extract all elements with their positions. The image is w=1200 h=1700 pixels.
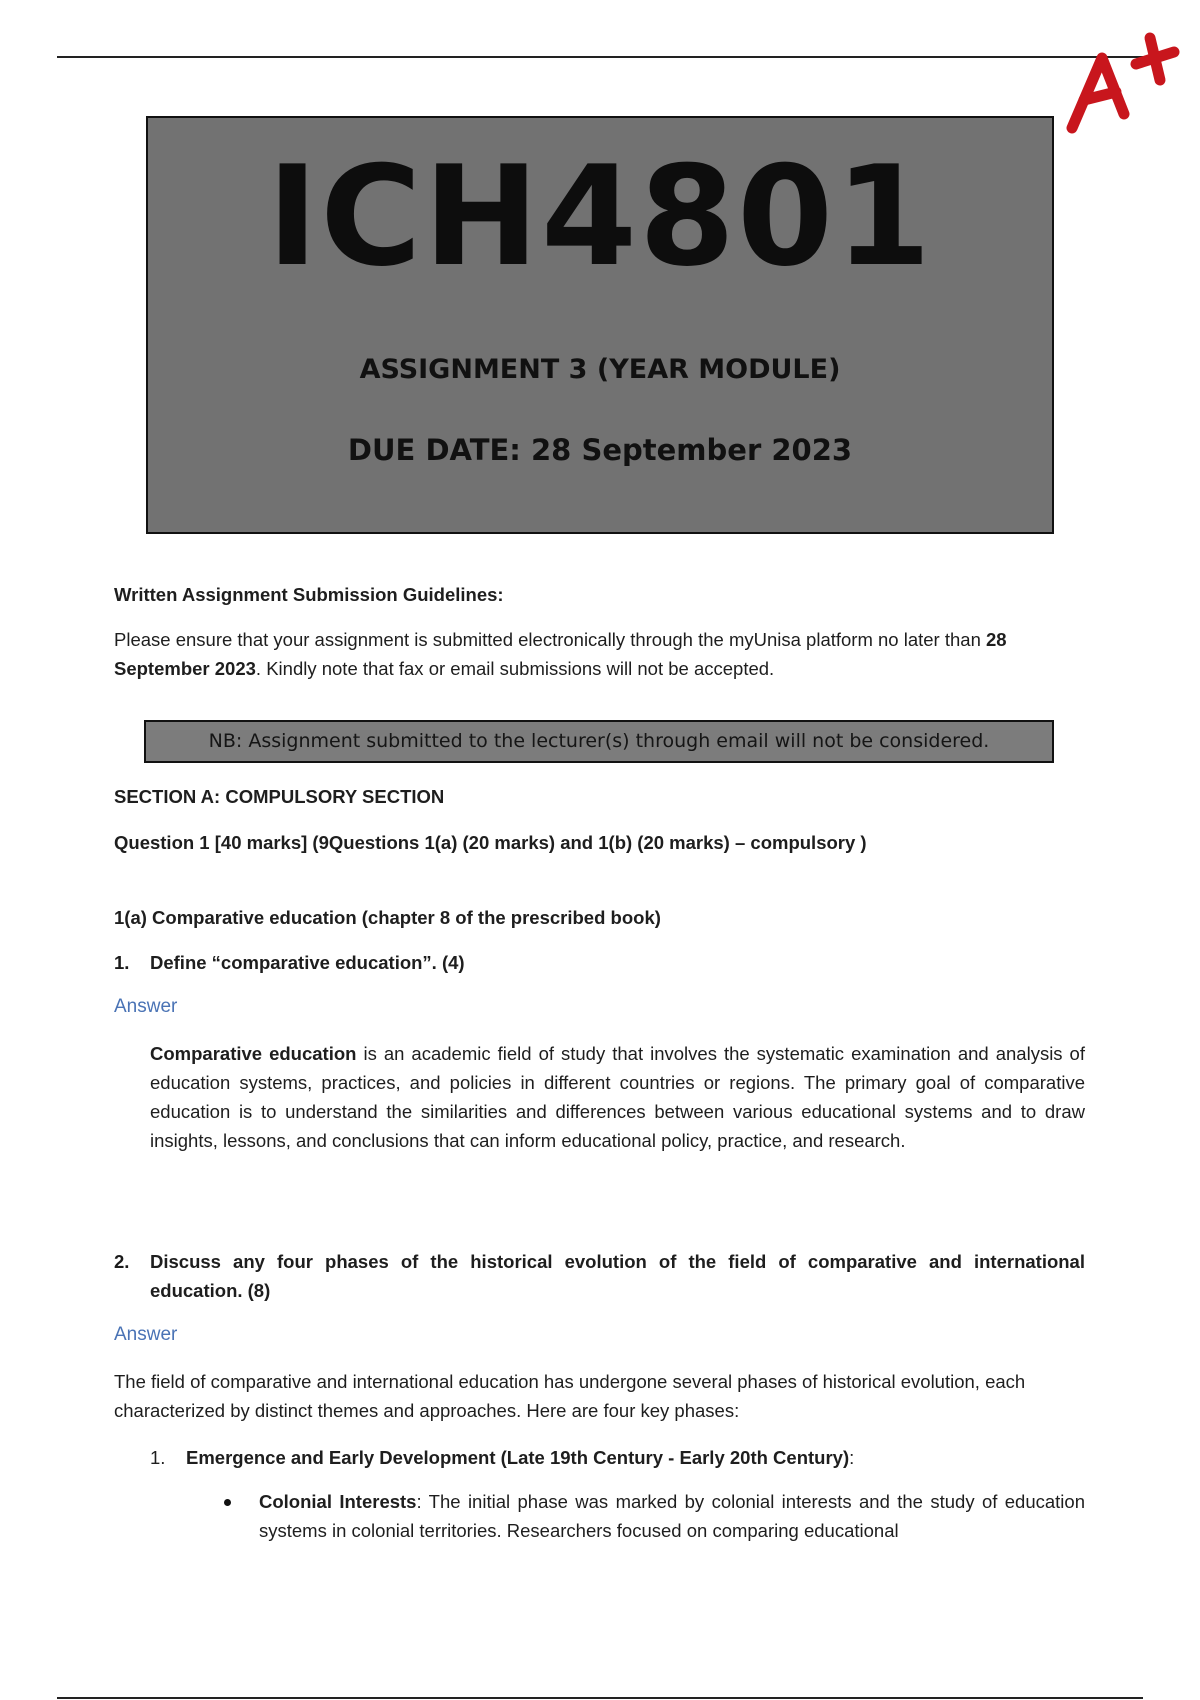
q2-intro: The field of comparative and international education has undergone several phases of historical evolution, each characterized by distinct themes and approaches. Here are four key phases: <box>114 1371 1026 1421</box>
guidelines-date: 28 September 2023 <box>114 629 1007 679</box>
a-plus-stamp <box>1062 30 1182 140</box>
q2-answer-label: Answer <box>114 1324 178 1345</box>
due-date: DUE DATE: 28 September 2023 <box>347 433 853 467</box>
bottom-rule <box>57 1697 1143 1699</box>
guidelines-text-2: . Kindly note that fax or email submissions will not be accepted. <box>255 658 775 679</box>
phase-1-title-line <box>186 1443 854 1472</box>
q1-answer-label: Answer <box>114 996 178 1017</box>
q1-answer-term: Comparative education <box>150 1043 357 1064</box>
module-code: ICH4801 <box>266 136 934 297</box>
sub-section-heading: 1(a) Comparative education (chapter 8 of the prescribed book) <box>114 907 661 928</box>
phase-1-bullet-1 <box>259 1487 1085 1545</box>
q1-answer <box>150 1039 1085 1155</box>
phase-1-title: Emergence and Early Development (Late 19th Century - Early 20th Century) <box>186 1447 850 1468</box>
guidelines-text-1: Please ensure that your assignment is submitted electronically through the myUnisa platform no later than <box>114 629 981 650</box>
guidelines-paragraph <box>114 625 1086 683</box>
bullet-1-body: : The initial phase was marked by colonial interests and the study of education systems in colonial territories. Researchers focused on comparing educational <box>259 1491 1085 1541</box>
q2-number: 2. <box>114 1251 130 1272</box>
bullet-1-term: Colonial Interests <box>259 1491 417 1512</box>
question-1-line: Question 1 [40 marks] (9Questions 1(a) (20 marks) and 1(b) (20 marks) – compulsory ) <box>114 832 867 853</box>
phase-1-number: 1. <box>150 1447 166 1468</box>
top-rule <box>57 56 1143 58</box>
phase-1-colon: : <box>849 1447 855 1468</box>
section-a-heading: SECTION A: COMPULSORY SECTION <box>114 786 445 807</box>
q1-number: 1. <box>114 952 130 973</box>
guidelines-heading: Written Assignment Submission Guidelines: <box>114 584 504 605</box>
q1-answer-body: is an academic field of study that involves the systematic examination and analysis of education systems, practices, and policies in different countries or regions. The primary goal of comparative education is to understand the similarities and differences between various educational systems and to draw insights, lessons, and conclusions that can inform educational policy, practice, and research. <box>150 1043 1085 1151</box>
notice-box: NB: Assignment submitted to the lecturer(s) through email will not be considered. <box>144 720 1054 763</box>
q1-text: Define “comparative education”. (4) <box>150 952 465 973</box>
q2-text: Discuss any four phases of the historical evolution of the field of comparative and international education. (8) <box>150 1251 1085 1301</box>
cover-block <box>146 116 1054 534</box>
assignment-title: ASSIGNMENT 3 (YEAR MODULE) <box>359 354 841 385</box>
bullet-marker <box>224 1499 231 1506</box>
